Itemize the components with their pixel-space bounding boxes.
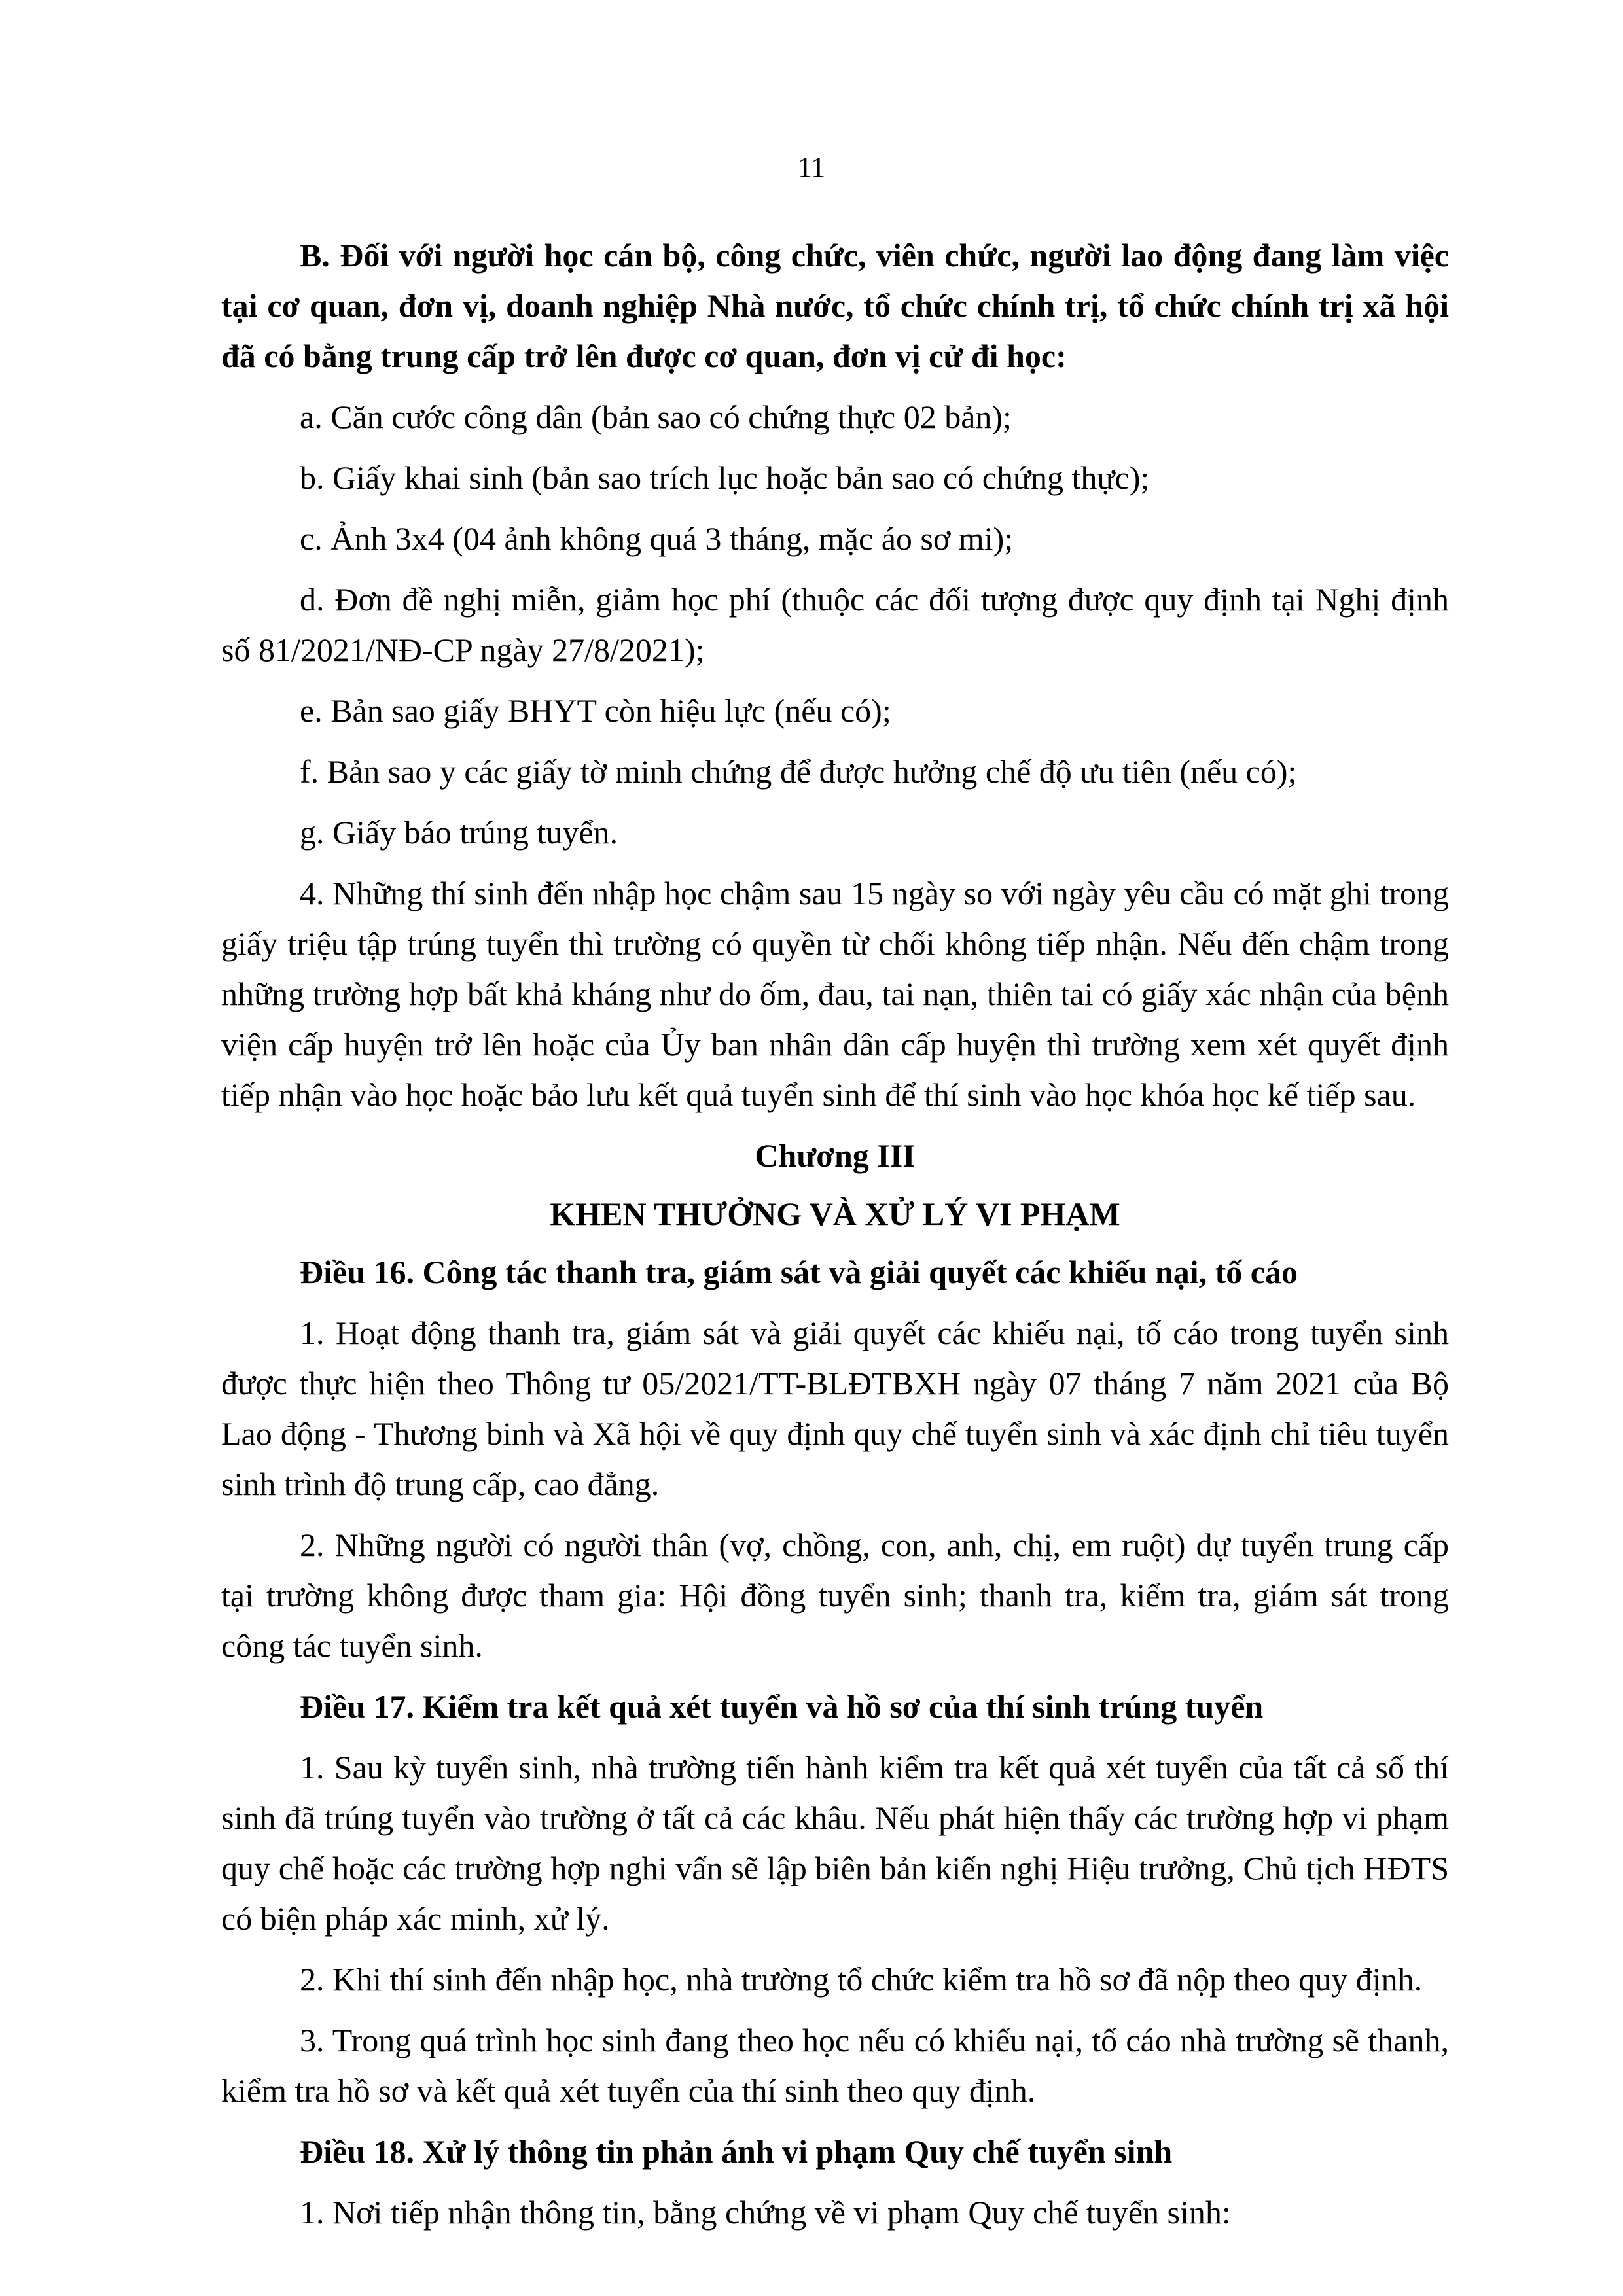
item-4-paragraph: 4. Những thí sinh đến nhập học chậm sau 15 ngày so với ngày yêu cầu có mặt ghi trong giấy triệu tập trúng tuyển thì trường có quyền từ chối không tiếp nhận. Nếu đến chậm trong những trường hợp bất khả kháng như do ốm, đau, tai nạn, thiên tai có giấy xác nhận của bệnh viện cấp huyện trở lên hoặc của Ủy ban nhân dân cấp huyện thì trường xem xét quyết định tiếp nhận vào học hoặc bảo lưu kết quả tuyển sinh để thí sinh vào học khóa học kế tiếp sau.: [221, 875, 1449, 1113]
article-16-title: Điều 16. Công tác thanh tra, giám sát và giải quyết các khiếu nại, tố cáo: [300, 1254, 1298, 1290]
list-item: e. Bản sao giấy BHYT còn hiệu lực (nếu có);: [300, 692, 891, 729]
chapter-label: Chương III: [755, 1137, 916, 1174]
chapter-title: KHEN THƯỞNG VÀ XỬ LÝ VI PHẠM: [550, 1195, 1120, 1232]
article-16-paragraph: 2. Những người có người thân (vợ, chồng, con, anh, chị, em ruột) dự tuyển trung cấp tại trường không được tham gia: Hội đồng tuyển sinh; thanh tra, kiểm tra, giám sát trong công tác tuyển sinh.: [221, 1527, 1449, 1664]
list-item: c. Ảnh 3x4 (04 ảnh không quá 3 tháng, mặc áo sơ mi);: [300, 520, 1014, 557]
section-b-heading: B. Đối với người học cán bộ, công chức, viên chức, người lao động đang làm việc tại cơ quan, đơn vị, doanh nghiệp Nhà nước, tổ chức chính trị, tổ chức chính trị xã hội đã có bằng trung cấp trở lên được cơ quan, đơn vị cử đi học:: [221, 237, 1449, 374]
article-16-paragraph: 1. Hoạt động thanh tra, giám sát và giải quyết các khiếu nại, tố cáo trong tuyển sinh được thực hiện theo Thông tư 05/2021/TT-BLĐTBXH ngày 07 tháng 7 năm 2021 của Bộ Lao động - Thương binh và Xã hội về quy định quy chế tuyển sinh và xác định chỉ tiêu tuyển sinh trình độ trung cấp, cao đẳng.: [221, 1315, 1449, 1502]
article-18-paragraph: 1. Nơi tiếp nhận thông tin, bằng chứng về vi phạm Quy chế tuyển sinh:: [300, 2194, 1231, 2231]
article-17-paragraph: 3. Trong quá trình học sinh đang theo học nếu có khiếu nại, tố cáo nhà trường sẽ thanh, kiểm tra hồ sơ và kết quả xét tuyển của thí sinh theo quy định.: [221, 2022, 1449, 2109]
list-item: f. Bản sao y các giấy tờ minh chứng để được hưởng chế độ ưu tiên (nếu có);: [300, 753, 1297, 790]
list-item: a. Căn cước công dân (bản sao có chứng thực 02 bản);: [300, 398, 1012, 435]
article-17-paragraph: 1. Sau kỳ tuyển sinh, nhà trường tiến hành kiểm tra kết quả xét tuyển của tất cả số thí sinh đã trúng tuyển vào trường ở tất cả các khâu. Nếu phát hiện thấy các trường hợp vi phạm quy chế hoặc các trường hợp nghi vấn sẽ lập biên bản kiến nghị Hiệu trưởng, Chủ tịch HĐTS có biện pháp xác minh, xử lý.: [221, 1749, 1449, 1937]
document-body: [221, 230, 1449, 2248]
article-17-title: Điều 17. Kiểm tra kết quả xét tuyển và hồ sơ của thí sinh trúng tuyển: [300, 1688, 1264, 1725]
list-item: d. Đơn đề nghị miễn, giảm học phí (thuộc các đối tượng được quy định tại Nghị định số 81/2021/NĐ-CP ngày 27/8/2021);: [221, 581, 1449, 668]
article-17-paragraph: 2. Khi thí sinh đến nhập học, nhà trường tổ chức kiểm tra hồ sơ đã nộp theo quy định.: [300, 1961, 1423, 1998]
list-item: b. Giấy khai sinh (bản sao trích lục hoặc bản sao có chứng thực);: [300, 459, 1150, 496]
page-number: 11: [797, 151, 826, 183]
list-item: g. Giấy báo trúng tuyển.: [300, 814, 618, 851]
article-18-title: Điều 18. Xử lý thông tin phản ánh vi phạm Quy chế tuyển sinh: [300, 2133, 1173, 2170]
